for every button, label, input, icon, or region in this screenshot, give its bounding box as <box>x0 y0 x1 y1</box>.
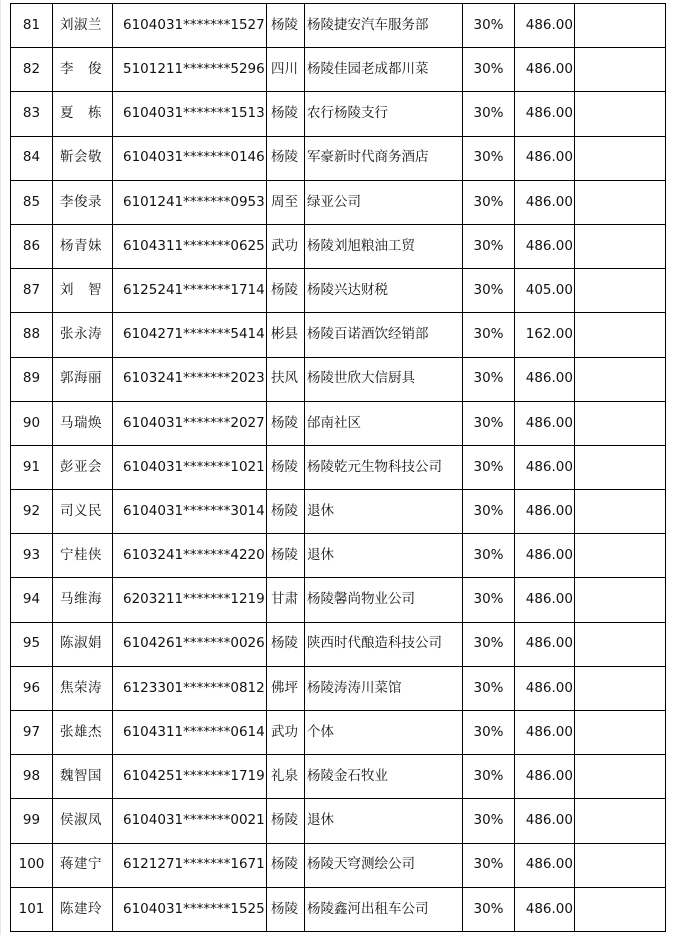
amount: 486.00 <box>515 4 575 48</box>
id-number: 6125241*******1714 <box>113 269 267 313</box>
empty-cell <box>575 4 666 48</box>
amount: 486.00 <box>515 357 575 401</box>
roster-table <box>10 3 666 932</box>
region: 杨陵 <box>267 4 305 48</box>
table-body <box>11 4 666 932</box>
id-number: 6104031*******1021 <box>113 445 267 489</box>
table-row <box>11 666 666 710</box>
amount: 486.00 <box>515 843 575 887</box>
id-number: 6104031*******0146 <box>113 136 267 180</box>
row-number: 85 <box>11 180 53 224</box>
row-number: 83 <box>11 92 53 136</box>
id-number: 6104031*******1525 <box>113 887 267 931</box>
table-row <box>11 357 666 401</box>
work-unit: 军豪新时代商务酒店 <box>305 136 463 180</box>
empty-cell <box>575 224 666 268</box>
id-number: 6104031*******1527 <box>113 4 267 48</box>
amount: 486.00 <box>515 401 575 445</box>
person-name: 陈建玲 <box>53 887 113 931</box>
id-number: 6104251*******1719 <box>113 755 267 799</box>
work-unit: 杨陵世欣大信厨具 <box>305 357 463 401</box>
work-unit: 杨陵金石牧业 <box>305 755 463 799</box>
person-name: 张雄杰 <box>53 711 113 755</box>
id-number: 6103241*******2023 <box>113 357 267 401</box>
person-name: 焦荣涛 <box>53 666 113 710</box>
empty-cell <box>575 799 666 843</box>
percentage: 30% <box>463 711 515 755</box>
person-name: 马瑞焕 <box>53 401 113 445</box>
percentage: 30% <box>463 180 515 224</box>
amount: 486.00 <box>515 534 575 578</box>
percentage: 30% <box>463 224 515 268</box>
region: 甘肃 <box>267 578 305 622</box>
work-unit: 退休 <box>305 799 463 843</box>
empty-cell <box>575 313 666 357</box>
person-name: 魏智国 <box>53 755 113 799</box>
empty-cell <box>575 711 666 755</box>
id-number: 6104031*******2027 <box>113 401 267 445</box>
row-number: 86 <box>11 224 53 268</box>
table-row <box>11 711 666 755</box>
region: 杨陵 <box>267 269 305 313</box>
id-number: 6104031*******0021 <box>113 799 267 843</box>
percentage: 30% <box>463 843 515 887</box>
person-name: 宁桂侠 <box>53 534 113 578</box>
person-name: 杨青妹 <box>53 224 113 268</box>
region: 杨陵 <box>267 622 305 666</box>
empty-cell <box>575 136 666 180</box>
percentage: 30% <box>463 887 515 931</box>
table-row <box>11 313 666 357</box>
empty-cell <box>575 755 666 799</box>
amount: 486.00 <box>515 490 575 534</box>
table-row <box>11 4 666 48</box>
amount: 486.00 <box>515 224 575 268</box>
percentage: 30% <box>463 578 515 622</box>
person-name: 李 俊 <box>53 48 113 92</box>
row-number: 94 <box>11 578 53 622</box>
percentage: 30% <box>463 490 515 534</box>
region: 杨陵 <box>267 887 305 931</box>
row-number: 91 <box>11 445 53 489</box>
id-number: 6104271*******5414 <box>113 313 267 357</box>
percentage: 30% <box>463 48 515 92</box>
empty-cell <box>575 843 666 887</box>
person-name: 刘淑兰 <box>53 4 113 48</box>
region: 杨陵 <box>267 843 305 887</box>
id-number: 6121271*******1671 <box>113 843 267 887</box>
person-name: 侯淑凤 <box>53 799 113 843</box>
empty-cell <box>575 48 666 92</box>
percentage: 30% <box>463 799 515 843</box>
empty-cell <box>575 180 666 224</box>
person-name: 郭海丽 <box>53 357 113 401</box>
row-number: 99 <box>11 799 53 843</box>
percentage: 30% <box>463 357 515 401</box>
amount: 486.00 <box>515 578 575 622</box>
empty-cell <box>575 269 666 313</box>
region: 杨陵 <box>267 799 305 843</box>
region: 杨陵 <box>267 490 305 534</box>
amount: 486.00 <box>515 755 575 799</box>
empty-cell <box>575 887 666 931</box>
table-row <box>11 180 666 224</box>
empty-cell <box>575 666 666 710</box>
row-number: 84 <box>11 136 53 180</box>
table-row <box>11 48 666 92</box>
work-unit: 杨陵捷安汽车服务部 <box>305 4 463 48</box>
work-unit: 退休 <box>305 534 463 578</box>
empty-cell <box>575 445 666 489</box>
amount: 405.00 <box>515 269 575 313</box>
person-name: 陈淑娟 <box>53 622 113 666</box>
table-row <box>11 755 666 799</box>
percentage: 30% <box>463 269 515 313</box>
table-row <box>11 887 666 931</box>
percentage: 30% <box>463 92 515 136</box>
id-number: 6104031*******1513 <box>113 92 267 136</box>
table-row <box>11 445 666 489</box>
roster-sheet <box>10 3 665 932</box>
work-unit: 杨陵百诺酒饮经销部 <box>305 313 463 357</box>
region: 杨陵 <box>267 92 305 136</box>
id-number: 6103241*******4220 <box>113 534 267 578</box>
amount: 486.00 <box>515 48 575 92</box>
amount: 486.00 <box>515 666 575 710</box>
region: 杨陵 <box>267 445 305 489</box>
table-row <box>11 843 666 887</box>
table-row <box>11 622 666 666</box>
region: 武功 <box>267 224 305 268</box>
person-name: 司义民 <box>53 490 113 534</box>
percentage: 30% <box>463 401 515 445</box>
table-row <box>11 269 666 313</box>
region: 礼泉 <box>267 755 305 799</box>
table-row <box>11 490 666 534</box>
work-unit: 农行杨陵支行 <box>305 92 463 136</box>
empty-cell <box>575 401 666 445</box>
amount: 486.00 <box>515 622 575 666</box>
person-name: 蒋建宁 <box>53 843 113 887</box>
amount: 486.00 <box>515 799 575 843</box>
region: 扶风 <box>267 357 305 401</box>
work-unit: 杨陵兴达财税 <box>305 269 463 313</box>
amount: 162.00 <box>515 313 575 357</box>
table-row <box>11 401 666 445</box>
work-unit: 绿亚公司 <box>305 180 463 224</box>
row-number: 87 <box>11 269 53 313</box>
work-unit: 杨陵刘旭粮油工贸 <box>305 224 463 268</box>
id-number: 6123301*******0812 <box>113 666 267 710</box>
table-row <box>11 534 666 578</box>
id-number: 6104261*******0026 <box>113 622 267 666</box>
row-number: 101 <box>11 887 53 931</box>
id-number: 5101211*******5296 <box>113 48 267 92</box>
row-number: 100 <box>11 843 53 887</box>
region: 武功 <box>267 711 305 755</box>
amount: 486.00 <box>515 92 575 136</box>
table-row <box>11 92 666 136</box>
region: 彬县 <box>267 313 305 357</box>
empty-cell <box>575 490 666 534</box>
table-row <box>11 136 666 180</box>
percentage: 30% <box>463 755 515 799</box>
percentage: 30% <box>463 313 515 357</box>
person-name: 李俊录 <box>53 180 113 224</box>
row-number: 95 <box>11 622 53 666</box>
percentage: 30% <box>463 136 515 180</box>
row-number: 92 <box>11 490 53 534</box>
amount: 486.00 <box>515 180 575 224</box>
work-unit: 杨陵佳园老成都川菜 <box>305 48 463 92</box>
person-name: 夏 栋 <box>53 92 113 136</box>
work-unit: 杨陵天穹测绘公司 <box>305 843 463 887</box>
amount: 486.00 <box>515 887 575 931</box>
percentage: 30% <box>463 666 515 710</box>
person-name: 张永涛 <box>53 313 113 357</box>
table-row <box>11 224 666 268</box>
amount: 486.00 <box>515 711 575 755</box>
amount: 486.00 <box>515 445 575 489</box>
row-number: 98 <box>11 755 53 799</box>
percentage: 30% <box>463 445 515 489</box>
region: 杨陵 <box>267 534 305 578</box>
person-name: 马维海 <box>53 578 113 622</box>
work-unit: 个体 <box>305 711 463 755</box>
person-name: 刘 智 <box>53 269 113 313</box>
percentage: 30% <box>463 4 515 48</box>
row-number: 89 <box>11 357 53 401</box>
row-number: 82 <box>11 48 53 92</box>
empty-cell <box>575 92 666 136</box>
percentage: 30% <box>463 622 515 666</box>
empty-cell <box>575 578 666 622</box>
region: 四川 <box>267 48 305 92</box>
person-name: 靳会敬 <box>53 136 113 180</box>
work-unit: 退休 <box>305 490 463 534</box>
id-number: 6104311*******0625 <box>113 224 267 268</box>
person-name: 彭亚会 <box>53 445 113 489</box>
row-number: 81 <box>11 4 53 48</box>
row-number: 88 <box>11 313 53 357</box>
row-number: 93 <box>11 534 53 578</box>
id-number: 6104031*******3014 <box>113 490 267 534</box>
page-edge-line <box>0 0 1 935</box>
table-row <box>11 578 666 622</box>
region: 杨陵 <box>267 401 305 445</box>
region: 杨陵 <box>267 136 305 180</box>
row-number: 96 <box>11 666 53 710</box>
id-number: 6101241*******0953 <box>113 180 267 224</box>
table-row <box>11 799 666 843</box>
id-number: 6203211*******1219 <box>113 578 267 622</box>
work-unit: 陕西时代酿造科技公司 <box>305 622 463 666</box>
percentage: 30% <box>463 534 515 578</box>
work-unit: 杨陵乾元生物科技公司 <box>305 445 463 489</box>
amount: 486.00 <box>515 136 575 180</box>
row-number: 90 <box>11 401 53 445</box>
empty-cell <box>575 357 666 401</box>
region: 周至 <box>267 180 305 224</box>
empty-cell <box>575 622 666 666</box>
empty-cell <box>575 534 666 578</box>
region: 佛坪 <box>267 666 305 710</box>
row-number: 97 <box>11 711 53 755</box>
id-number: 6104311*******0614 <box>113 711 267 755</box>
work-unit: 杨陵涛涛川菜馆 <box>305 666 463 710</box>
work-unit: 杨陵馨尚物业公司 <box>305 578 463 622</box>
work-unit: 邰南社区 <box>305 401 463 445</box>
work-unit: 杨陵鑫河出租车公司 <box>305 887 463 931</box>
